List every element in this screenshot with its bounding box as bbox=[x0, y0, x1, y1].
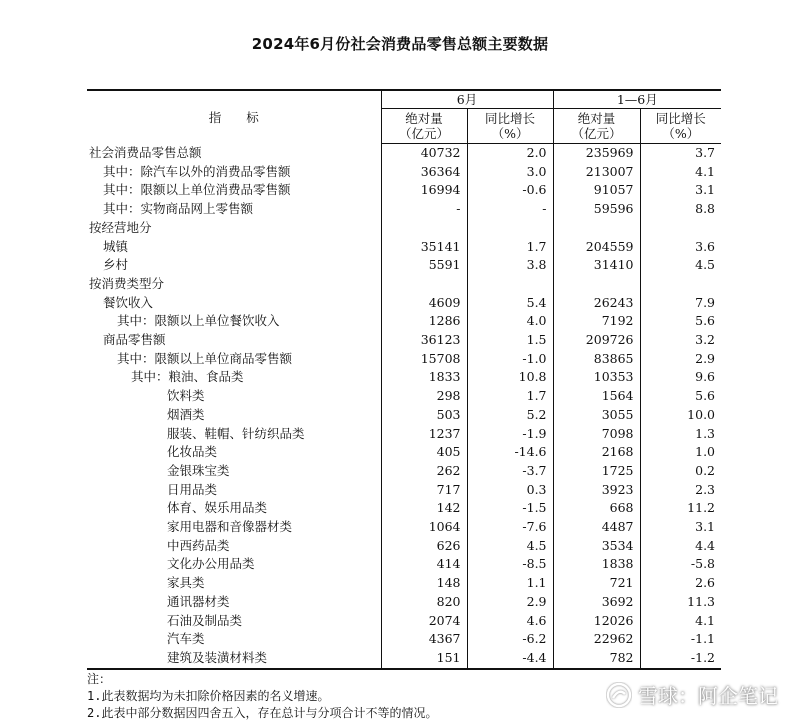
cell-ytd-abs: 1564 bbox=[553, 387, 640, 406]
cell-june-abs: 36123 bbox=[381, 331, 467, 350]
header-june-yoy-line1: 同比增长 bbox=[485, 111, 536, 126]
table-row bbox=[87, 144, 721, 163]
cell-ytd-yoy: 3.7 bbox=[640, 144, 721, 163]
table-row bbox=[87, 462, 721, 481]
cell-ytd-yoy: 9.6 bbox=[640, 368, 721, 387]
row-label: 其中：粮油、食品类 bbox=[131, 369, 244, 385]
row-label: 汽车类 bbox=[167, 631, 205, 647]
cell-june-abs: 151 bbox=[381, 649, 467, 669]
header-ytd-abs-line2: （亿元） bbox=[571, 126, 622, 141]
cell-june-yoy: -3.7 bbox=[467, 462, 553, 481]
row-label: 通讯器材类 bbox=[167, 593, 230, 609]
cell-ytd-yoy: 10.0 bbox=[640, 406, 721, 425]
cell-ytd-abs: 31410 bbox=[553, 256, 640, 275]
cell-ytd-abs bbox=[553, 275, 640, 294]
header-june-abs bbox=[381, 109, 467, 144]
cell-june-yoy: 1.1 bbox=[467, 574, 553, 593]
header-june-abs-line1: 绝对量 bbox=[405, 111, 443, 126]
header-june-yoy bbox=[467, 109, 553, 144]
table-row bbox=[87, 425, 721, 444]
cell-june-abs: 1833 bbox=[381, 368, 467, 387]
cell-june-abs: 2074 bbox=[381, 612, 467, 631]
cell-june-abs: 1286 bbox=[381, 312, 467, 331]
table-row bbox=[87, 163, 721, 182]
row-label: 家具类 bbox=[167, 575, 205, 591]
cell-ytd-abs: 7192 bbox=[553, 312, 640, 331]
row-label: 按经营地分 bbox=[89, 219, 152, 235]
cell-june-yoy: 10.8 bbox=[467, 368, 553, 387]
row-label: 烟酒类 bbox=[167, 406, 205, 422]
note-item-2: 2.此表中部分数据因四舍五入，存在总计与分项合计不等的情况。 bbox=[87, 706, 438, 720]
cell-june-yoy: -7.6 bbox=[467, 518, 553, 537]
row-label: 乡村 bbox=[103, 257, 129, 273]
cell-june-abs: 36364 bbox=[381, 163, 467, 182]
table-row bbox=[87, 481, 721, 500]
row-label: 城镇 bbox=[103, 238, 129, 254]
cell-june-yoy: -1.0 bbox=[467, 350, 553, 369]
header-june-yoy-line2: （%） bbox=[491, 126, 529, 141]
cell-ytd-abs: 782 bbox=[553, 649, 640, 669]
cell-ytd-yoy: 5.6 bbox=[640, 312, 721, 331]
cell-june-yoy: -6.2 bbox=[467, 630, 553, 649]
cell-ytd-yoy: -5.8 bbox=[640, 555, 721, 574]
note-item-1: 1.此表数据均为未扣除价格因素的名义增速。 bbox=[87, 689, 330, 703]
header-ytd-yoy-line2: （%） bbox=[662, 126, 700, 141]
cell-june-yoy: 5.4 bbox=[467, 294, 553, 313]
cell-ytd-abs bbox=[553, 219, 640, 238]
row-label: 餐饮收入 bbox=[103, 294, 154, 310]
cell-ytd-abs: 83865 bbox=[553, 350, 640, 369]
row-label: 金银珠宝类 bbox=[167, 462, 230, 478]
cell-ytd-yoy: 7.9 bbox=[640, 294, 721, 313]
retail-data-table bbox=[87, 89, 721, 670]
table-row bbox=[87, 574, 721, 593]
cell-ytd-yoy: 11.2 bbox=[640, 499, 721, 518]
cell-ytd-yoy: 11.3 bbox=[640, 593, 721, 612]
cell-june-yoy bbox=[467, 219, 553, 238]
cell-june-abs bbox=[381, 275, 467, 294]
table-row bbox=[87, 443, 721, 462]
cell-ytd-yoy: 4.5 bbox=[640, 256, 721, 275]
row-label: 饮料类 bbox=[167, 388, 205, 404]
cell-june-yoy: 2.9 bbox=[467, 593, 553, 612]
cell-ytd-yoy bbox=[640, 275, 721, 294]
cell-ytd-abs: 3534 bbox=[553, 537, 640, 556]
header-ytd-yoy-line1: 同比增长 bbox=[655, 111, 706, 126]
cell-ytd-abs: 91057 bbox=[553, 181, 640, 200]
cell-ytd-abs: 10353 bbox=[553, 368, 640, 387]
cell-june-yoy: 3.8 bbox=[467, 256, 553, 275]
watermark bbox=[606, 680, 778, 709]
header-ytd-abs-line1: 绝对量 bbox=[577, 111, 616, 126]
cell-june-yoy: 4.0 bbox=[467, 312, 553, 331]
row-label: 化妆品类 bbox=[167, 444, 218, 460]
page-title: 2024年6月份社会消费品零售总额主要数据 bbox=[251, 35, 549, 53]
table-row bbox=[87, 294, 721, 313]
cell-ytd-yoy: -1.2 bbox=[640, 649, 721, 669]
table-row bbox=[87, 499, 721, 518]
table-row bbox=[87, 555, 721, 574]
cell-june-yoy: 2.0 bbox=[467, 144, 553, 163]
table-row bbox=[87, 537, 721, 556]
cell-ytd-yoy: 3.1 bbox=[640, 181, 721, 200]
cell-june-abs: 1237 bbox=[381, 425, 467, 444]
cell-ytd-yoy: 2.3 bbox=[640, 481, 721, 500]
cell-ytd-abs: 204559 bbox=[553, 238, 640, 257]
table-row bbox=[87, 331, 721, 350]
row-label: 石油及制品类 bbox=[167, 612, 243, 628]
cell-june-yoy bbox=[467, 275, 553, 294]
header-ytd-abs bbox=[553, 109, 640, 144]
table-row bbox=[87, 630, 721, 649]
cell-ytd-yoy: 3.1 bbox=[640, 518, 721, 537]
table-row bbox=[87, 350, 721, 369]
cell-june-abs: 405 bbox=[381, 443, 467, 462]
cell-ytd-abs: 235969 bbox=[553, 144, 640, 163]
table-row bbox=[87, 518, 721, 537]
table-row bbox=[87, 219, 721, 238]
row-label: 服装、鞋帽、针纺织品类 bbox=[167, 425, 305, 441]
cell-ytd-yoy: 8.8 bbox=[640, 200, 721, 219]
row-label: 其中：限额以上单位餐饮收入 bbox=[117, 313, 280, 329]
cell-june-abs: 16994 bbox=[381, 181, 467, 200]
row-label: 其中：限额以上单位消费品零售额 bbox=[103, 182, 291, 198]
header-indicator: 指 标 bbox=[87, 90, 381, 144]
cell-ytd-yoy bbox=[640, 219, 721, 238]
cell-ytd-abs: 668 bbox=[553, 499, 640, 518]
row-label: 其中：除汽车以外的消费品零售额 bbox=[103, 163, 291, 179]
header-group-ytd: 1—6月 bbox=[553, 90, 721, 109]
header-ytd-yoy bbox=[640, 109, 721, 144]
cell-june-yoy: -1.5 bbox=[467, 499, 553, 518]
cell-ytd-abs: 721 bbox=[553, 574, 640, 593]
cell-ytd-abs: 3055 bbox=[553, 406, 640, 425]
row-label: 文化办公用品类 bbox=[167, 556, 255, 572]
cell-ytd-abs: 12026 bbox=[553, 612, 640, 631]
snowball-logo-icon bbox=[606, 682, 632, 708]
table-row bbox=[87, 368, 721, 387]
cell-june-abs: 148 bbox=[381, 574, 467, 593]
cell-june-yoy: 3.0 bbox=[467, 163, 553, 182]
cell-june-yoy: 4.5 bbox=[467, 537, 553, 556]
table-row bbox=[87, 312, 721, 331]
table-row bbox=[87, 612, 721, 631]
cell-ytd-yoy: -1.1 bbox=[640, 630, 721, 649]
cell-june-yoy: -1.9 bbox=[467, 425, 553, 444]
header-june-abs-line2: （亿元） bbox=[398, 126, 449, 141]
table-row bbox=[87, 181, 721, 200]
cell-june-yoy: -8.5 bbox=[467, 555, 553, 574]
notes bbox=[87, 671, 437, 722]
watermark-text: 雪球：阿企笔记 bbox=[638, 684, 778, 708]
table-row bbox=[87, 406, 721, 425]
cell-june-abs bbox=[381, 219, 467, 238]
cell-ytd-abs: 2168 bbox=[553, 443, 640, 462]
row-label: 按消费类型分 bbox=[89, 275, 165, 291]
cell-ytd-yoy: 1.0 bbox=[640, 443, 721, 462]
cell-june-abs: 262 bbox=[381, 462, 467, 481]
cell-june-abs: 4367 bbox=[381, 630, 467, 649]
cell-ytd-abs: 213007 bbox=[553, 163, 640, 182]
table-row bbox=[87, 649, 721, 669]
cell-ytd-abs: 26243 bbox=[553, 294, 640, 313]
cell-ytd-yoy: 1.3 bbox=[640, 425, 721, 444]
cell-june-abs: - bbox=[381, 200, 467, 219]
cell-june-abs: 414 bbox=[381, 555, 467, 574]
cell-ytd-yoy: 4.1 bbox=[640, 612, 721, 631]
cell-june-yoy: -14.6 bbox=[467, 443, 553, 462]
table-row bbox=[87, 238, 721, 257]
table-row bbox=[87, 275, 721, 294]
cell-june-abs: 142 bbox=[381, 499, 467, 518]
cell-ytd-abs: 1838 bbox=[553, 555, 640, 574]
cell-ytd-abs: 22962 bbox=[553, 630, 640, 649]
header-group-june: 6月 bbox=[381, 90, 553, 109]
cell-june-yoy: 5.2 bbox=[467, 406, 553, 425]
cell-ytd-abs: 3923 bbox=[553, 481, 640, 500]
notes-heading: 注： bbox=[87, 672, 112, 686]
cell-june-abs: 4609 bbox=[381, 294, 467, 313]
cell-ytd-abs: 59596 bbox=[553, 200, 640, 219]
cell-june-abs: 35141 bbox=[381, 238, 467, 257]
table-row bbox=[87, 387, 721, 406]
cell-ytd-yoy: 4.4 bbox=[640, 537, 721, 556]
table-body bbox=[87, 144, 721, 669]
row-label: 社会消费品零售总额 bbox=[89, 144, 202, 160]
cell-june-yoy: 1.7 bbox=[467, 387, 553, 406]
cell-ytd-abs: 4487 bbox=[553, 518, 640, 537]
cell-ytd-yoy: 4.1 bbox=[640, 163, 721, 182]
row-label: 家用电器和音像器材类 bbox=[167, 519, 293, 535]
row-label: 日用品类 bbox=[167, 481, 218, 497]
table-header bbox=[87, 90, 721, 144]
row-label: 其中：限额以上单位商品零售额 bbox=[117, 350, 293, 366]
cell-ytd-yoy: 3.2 bbox=[640, 331, 721, 350]
table-row bbox=[87, 593, 721, 612]
cell-ytd-abs: 1725 bbox=[553, 462, 640, 481]
cell-june-yoy: 1.7 bbox=[467, 238, 553, 257]
cell-ytd-abs: 7098 bbox=[553, 425, 640, 444]
cell-june-yoy: - bbox=[467, 200, 553, 219]
data-table-container bbox=[87, 89, 721, 670]
cell-ytd-yoy: 0.2 bbox=[640, 462, 721, 481]
cell-june-abs: 298 bbox=[381, 387, 467, 406]
row-label: 体育、娱乐用品类 bbox=[167, 500, 268, 516]
table-row bbox=[87, 256, 721, 275]
cell-ytd-yoy: 3.6 bbox=[640, 238, 721, 257]
cell-june-yoy: 1.5 bbox=[467, 331, 553, 350]
row-label: 其中：实物商品网上零售额 bbox=[103, 201, 254, 217]
cell-june-abs: 503 bbox=[381, 406, 467, 425]
cell-ytd-abs: 3692 bbox=[553, 593, 640, 612]
row-label: 建筑及装潢材料类 bbox=[87, 649, 381, 669]
cell-june-abs: 5591 bbox=[381, 256, 467, 275]
row-label: 商品零售额 bbox=[103, 332, 166, 348]
cell-ytd-yoy: 5.6 bbox=[640, 387, 721, 406]
cell-june-abs: 820 bbox=[381, 593, 467, 612]
cell-june-abs: 40732 bbox=[381, 144, 467, 163]
cell-ytd-yoy: 2.9 bbox=[640, 350, 721, 369]
cell-june-abs: 15708 bbox=[381, 350, 467, 369]
cell-june-yoy: -4.4 bbox=[467, 649, 553, 669]
cell-ytd-yoy: 2.6 bbox=[640, 574, 721, 593]
table-row bbox=[87, 200, 721, 219]
row-label: 中西药品类 bbox=[167, 537, 230, 553]
cell-june-yoy: -0.6 bbox=[467, 181, 553, 200]
cell-june-abs: 717 bbox=[381, 481, 467, 500]
cell-june-abs: 626 bbox=[381, 537, 467, 556]
cell-june-abs: 1064 bbox=[381, 518, 467, 537]
cell-ytd-abs: 209726 bbox=[553, 331, 640, 350]
cell-june-yoy: 0.3 bbox=[467, 481, 553, 500]
cell-june-yoy: 4.6 bbox=[467, 612, 553, 631]
